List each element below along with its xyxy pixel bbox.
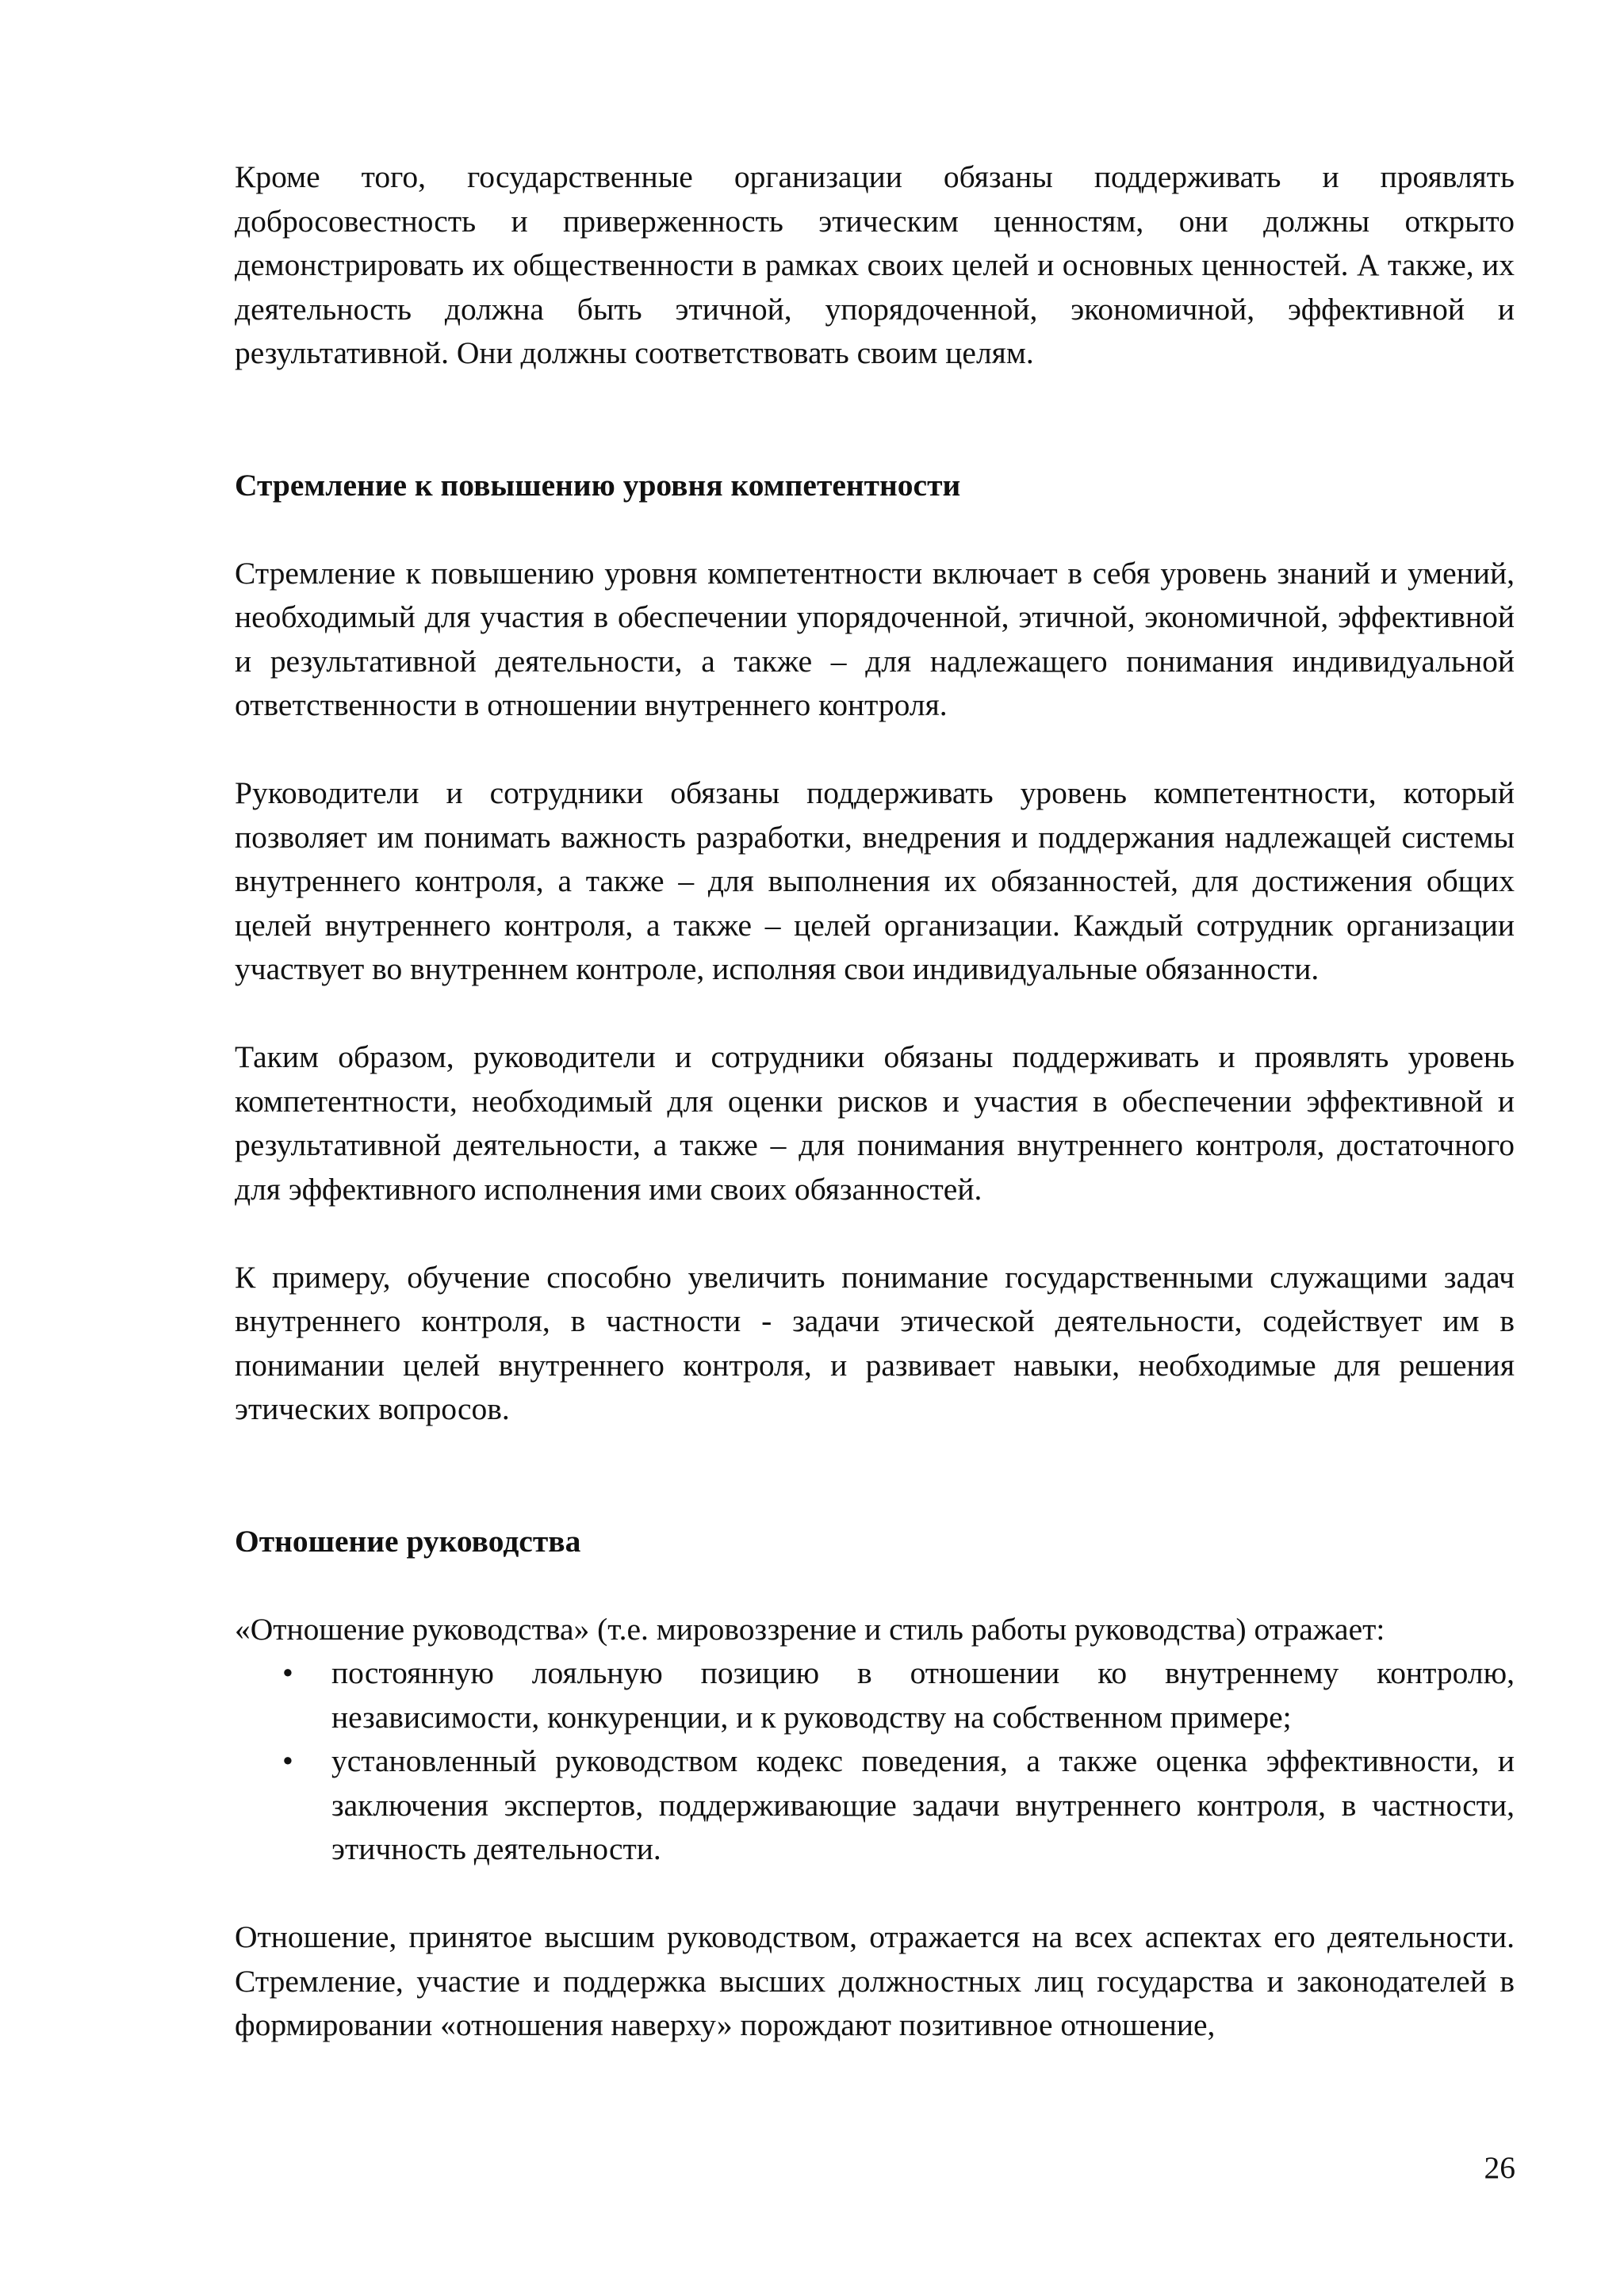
bullet-text: установленный руководством кодекс поведения, а также оценка эффективности, и заключения экспертов, поддерживающие задачи внутреннего контроля, в частности, этичность деятельности. [331,1743,1515,1866]
bullet-text: постоянную лояльную позицию в отношении ко внутреннему контролю, независимости, конкуренции, и к руководству на собственном примере; [331,1655,1515,1735]
management-bullet-list [235,1651,1515,1872]
competence-paragraph-2: Руководители и сотрудники обязаны поддерживать уровень компетентности, который позволяет им понимать важность разработки, внедрения и поддержания надлежащей системы внутреннего контроля, а также – для выполнения их обязанностей, для достижения общих целей внутреннего контроля, а также – целей организации. Каждый сотрудник организации участвует во внутреннем контроле, исполняя свои индивидуальные обязанности. [235,775,1515,986]
bullet-icon: • [282,1655,293,1690]
bullet-icon: • [282,1743,293,1778]
page-number: 26 [1484,2150,1515,2185]
intro-paragraph: Кроме того, государственные организации обязаны поддерживать и проявлять добросовестность и приверженность этическим ценностям, они должны открыто демонстрировать их общественности в рамках своих целей и основных ценностей. А также, их деятельность должна быть этичной, упорядоченной, экономичной, эффективной и результативной. Они должны соответствовать своим целям. [235,159,1515,370]
competence-paragraph-4: К примеру, обучение способно увеличить понимание государственными служащими задач внутреннего контроля, в частности - задачи этической деятельности, содействует им в понимании целей внутреннего контроля, и развивает навыки, необходимые для решения этических вопросов. [235,1259,1515,1426]
management-lead: «Отношение руководства» (т.е. мировоззрение и стиль работы руководства) отражает: [235,1611,1385,1647]
competence-paragraph-3: Таким образом, руководители и сотрудники обязаны поддерживать и проявлять уровень компетентности, необходимый для оценки рисков и участия в обеспечении эффективной и результативной деятельности, а также – для понимания внутреннего контроля, достаточного для эффективного исполнения ими своих обязанностей. [235,1039,1515,1207]
competence-heading: Стремление к повышению уровня компетентности [235,467,961,503]
competence-paragraph-1: Стремление к повышению уровня компетентности включает в себя уровень знаний и умений, необходимый для участия в обеспечении упорядоченной, этичной, экономичной, эффективной и результативной деятельности, а также – для надлежащего понимания индивидуальной ответственности в отношении внутреннего контроля. [235,555,1515,722]
list-item [235,1651,1515,1739]
list-item [235,1739,1515,1872]
management-heading: Отношение руководства [235,1523,581,1559]
document-page [235,155,1515,2048]
management-closing-paragraph: Отношение, принятое высшим руководством, отражается на всех аспектах его деятельности. Стремление, участие и поддержка высших должностных лиц государства и законодателей в формировании «отношения наверху» порождают позитивное отношение, [235,1919,1515,2042]
